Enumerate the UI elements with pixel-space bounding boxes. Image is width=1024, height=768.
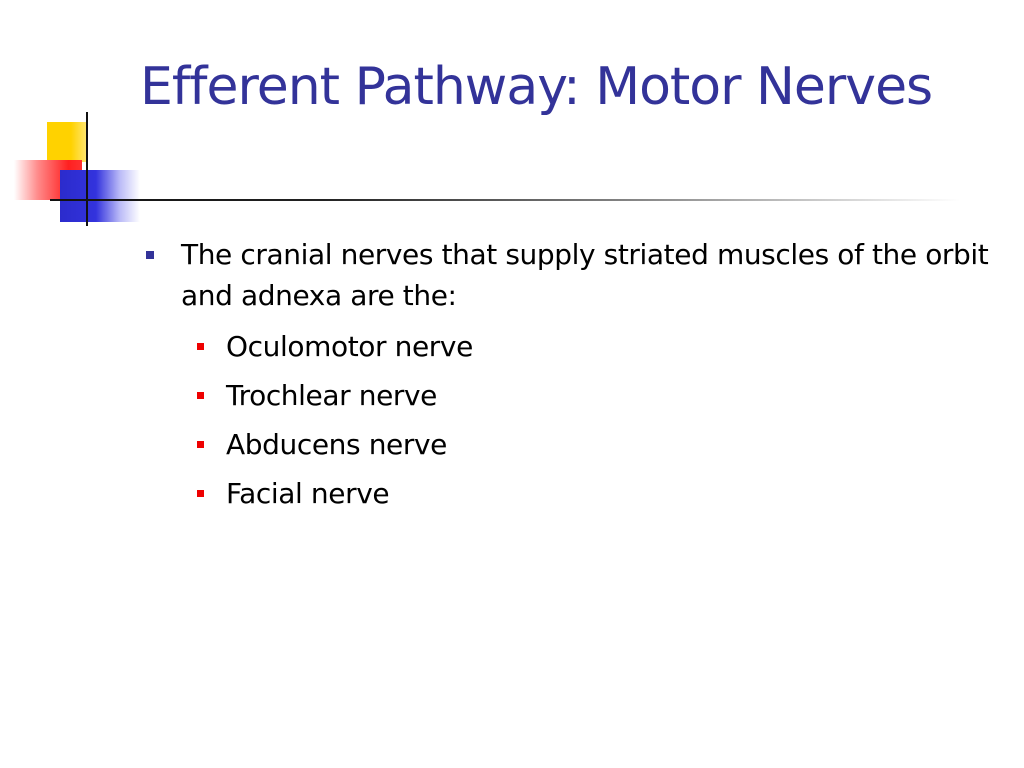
sub-bullet-item — [195, 371, 1005, 420]
sub-bullet-item — [195, 420, 1005, 469]
sub-bullet-item — [195, 469, 1005, 518]
title-underline — [50, 199, 960, 201]
decorative-blue-square — [60, 170, 140, 222]
decorative-yellow-square — [47, 122, 87, 162]
sub-bullet-text: Trochlear nerve — [226, 379, 438, 412]
decorative-vertical-line — [86, 112, 88, 226]
square-bullet-icon — [197, 490, 204, 497]
square-bullet-icon — [197, 441, 204, 448]
slide-body — [145, 234, 1005, 518]
sub-bullet-item — [195, 322, 1005, 371]
sub-bullet-text: Abducens nerve — [226, 428, 447, 461]
slide-title: Efferent Pathway: Motor Nerves — [140, 57, 933, 117]
bullet-text: The cranial nerves that supply striated muscles of the orbit and adnexa are the: — [181, 238, 989, 312]
sub-bullet-text: Oculomotor nerve — [226, 330, 473, 363]
square-bullet-icon — [197, 343, 204, 350]
square-bullet-icon — [146, 251, 154, 259]
nerve-list — [145, 322, 1005, 518]
bullet-item — [145, 234, 1005, 316]
sub-bullet-text: Facial nerve — [226, 477, 390, 510]
square-bullet-icon — [197, 392, 204, 399]
